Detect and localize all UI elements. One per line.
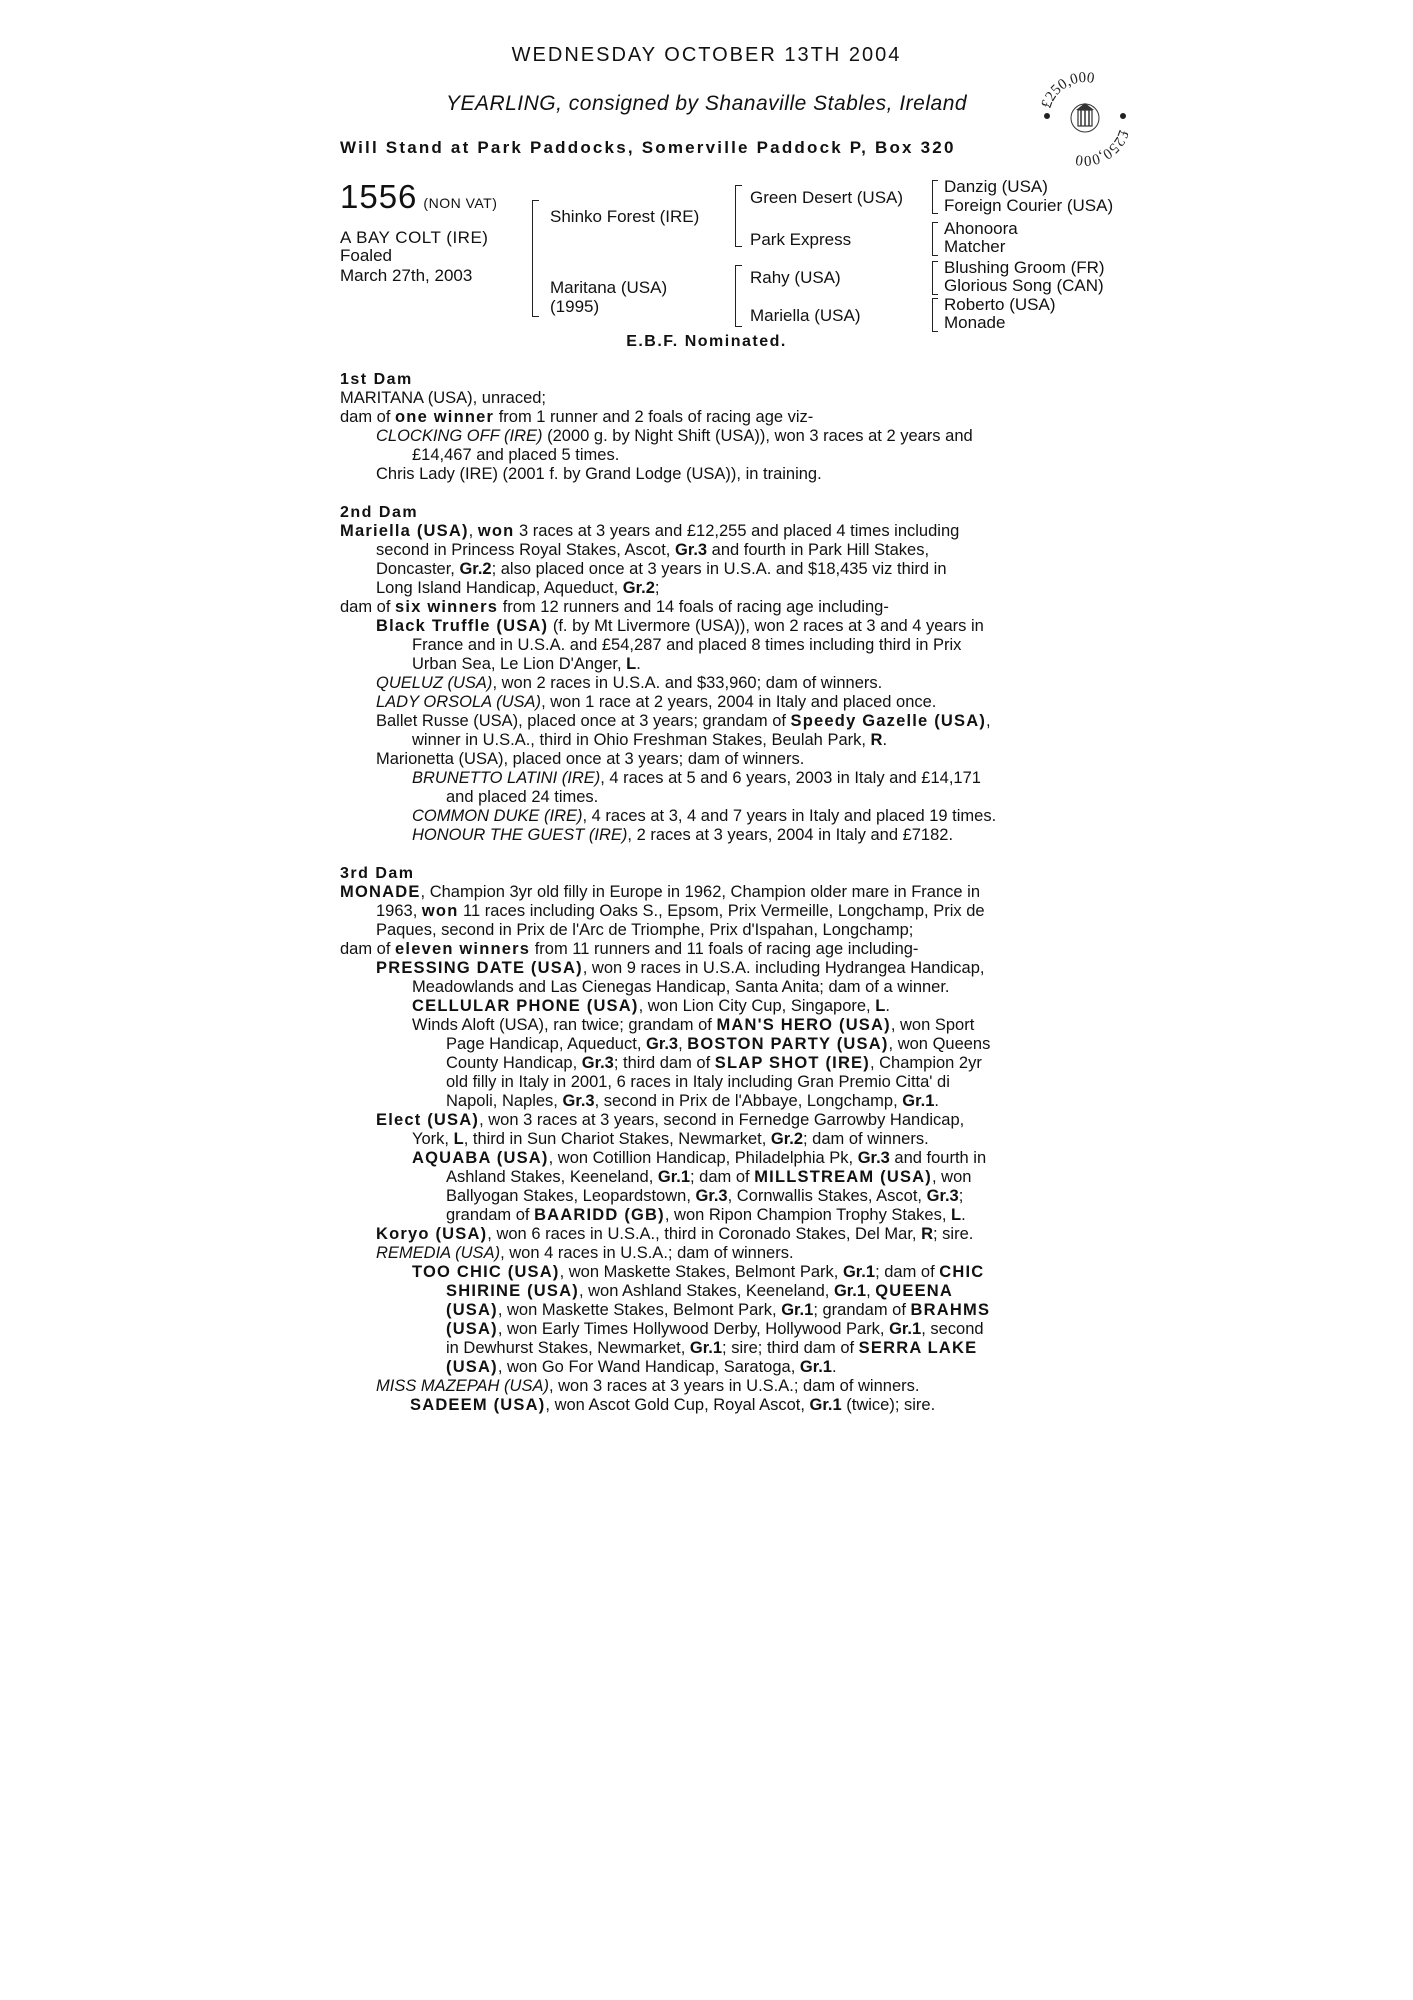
lot-number: 1556 (NON VAT) bbox=[340, 178, 498, 215]
text-line: MARITANA (USA), unraced; bbox=[340, 389, 547, 407]
text-line: (USA), won Maskette Stakes, Belmont Park, Gr.1; grandam of BRAHMS bbox=[446, 1301, 991, 1319]
text-line: Elect (USA), won 3 races at 3 years, second in Fernedge Garrowby Handicap, bbox=[376, 1111, 965, 1129]
text-line: MISS MAZEPAH (USA), won 3 races at 3 years in U.S.A.; dam of winners. bbox=[376, 1377, 920, 1395]
catalogue-body bbox=[340, 370, 1080, 1415]
text-line: winner in U.S.A., third in Ohio Freshman Stakes, Beulah Park, R. bbox=[412, 731, 888, 749]
text-line: 1963, won 11 races including Oaks S., Epsom, Prix Vermeille, Longchamp, Prix de bbox=[376, 902, 985, 920]
text-line: AQUABA (USA), won Cotillion Handicap, Philadelphia Pk, Gr.3 and fourth in bbox=[412, 1149, 987, 1167]
pedigree-dam-dam: Mariella (USA) bbox=[750, 306, 861, 325]
text-line: Chris Lady (IRE) (2001 f. by Grand Lodge (USA)), in training. bbox=[376, 465, 822, 483]
text-line: Doncaster, Gr.2; also placed once at 3 years in U.S.A. and $18,435 viz third in bbox=[376, 560, 947, 578]
pedigree-sire: Shinko Forest (IRE) bbox=[550, 207, 700, 226]
foaled-date: Foaled March 27th, 2003 bbox=[340, 246, 473, 285]
text-line: COMMON DUKE (IRE), 4 races at 3, 4 and 7 years in Italy and placed 19 times. bbox=[412, 807, 997, 825]
text-line: Long Island Handicap, Aqueduct, Gr.2; bbox=[376, 579, 660, 597]
text-line: dam of six winners from 12 runners and 14 foals of racing age including- bbox=[340, 598, 889, 616]
text-line: (USA), won Go For Wand Handicap, Saratoga, Gr.1. bbox=[446, 1358, 837, 1376]
pedigree-ggp: Monade bbox=[944, 313, 1006, 332]
text-line: £14,467 and placed 5 times. bbox=[412, 446, 620, 464]
text-line: Ballet Russe (USA), placed once at 3 years; grandam of Speedy Gazelle (USA), bbox=[376, 712, 991, 730]
text-line: Napoli, Naples, Gr.3, second in Prix de l'Abbaye, Longchamp, Gr.1. bbox=[446, 1092, 939, 1110]
pedigree-ggp: Glorious Song (CAN) bbox=[944, 276, 1104, 295]
consignment-line: YEARLING, consigned by Shanaville Stables, Ireland bbox=[445, 92, 968, 115]
svg-text:£250,000: £250,000 bbox=[1074, 127, 1132, 166]
pedigree-ggp: Foreign Courier (USA) bbox=[944, 196, 1114, 215]
text-line: Ashland Stakes, Keeneland, Gr.1; dam of MILLSTREAM (USA), won bbox=[446, 1168, 972, 1186]
pedigree-brace bbox=[532, 200, 539, 317]
pedigree-dam-year: (1995) bbox=[550, 297, 600, 316]
pedigree-brace bbox=[735, 185, 742, 247]
price-seal-logo bbox=[1035, 66, 1135, 166]
text-line: MONADE, Champion 3yr old filly in Europe in 1962, Champion older mare in France in bbox=[340, 883, 980, 901]
pedigree-brace bbox=[932, 261, 938, 295]
text-line: and placed 24 times. bbox=[446, 788, 599, 806]
pedigree-brace bbox=[932, 222, 938, 256]
pedigree-sire-dam: Park Express bbox=[750, 230, 852, 249]
text-line: Ballyogan Stakes, Leopardstown, Gr.3, Cornwallis Stakes, Ascot, Gr.3; bbox=[446, 1187, 964, 1205]
text-line: (USA), won Early Times Hollywood Derby, Hollywood Park, Gr.1, second bbox=[446, 1320, 984, 1338]
text-line: REMEDIA (USA), won 4 races in U.S.A.; dam of winners. bbox=[376, 1244, 794, 1262]
pedigree-ggp: Roberto (USA) bbox=[944, 295, 1056, 314]
pedigree-ggp: Danzig (USA) bbox=[944, 177, 1048, 196]
text-line: PRESSING DATE (USA), won 9 races in U.S.A. including Hydrangea Handicap, bbox=[376, 959, 985, 977]
text-line: dam of one winner from 1 runner and 2 foals of racing age viz- bbox=[340, 408, 814, 426]
text-line: Winds Aloft (USA), ran twice; grandam of MAN'S HERO (USA), won Sport bbox=[412, 1016, 975, 1034]
vat-status: (NON VAT) bbox=[423, 195, 498, 211]
text-line: Koryo (USA), won 6 races in U.S.A., third in Coronado Stakes, Del Mar, R; sire. bbox=[376, 1225, 974, 1243]
text-line: County Handicap, Gr.3; third dam of SLAP SHOT (IRE), Champion 2yr bbox=[446, 1054, 982, 1072]
text-line: Paques, second in Prix de l'Arc de Triomphe, Prix d'Ispahan, Longchamp; bbox=[376, 921, 914, 939]
text-line: BRUNETTO LATINI (IRE), 4 races at 5 and 6 years, 2003 in Italy and £14,171 bbox=[412, 769, 981, 787]
pedigree-dam-sire: Rahy (USA) bbox=[750, 268, 841, 287]
pedigree-sire-sire: Green Desert (USA) bbox=[750, 188, 904, 207]
pedigree-brace bbox=[932, 180, 938, 214]
pedigree-dam: Maritana (USA) bbox=[550, 278, 668, 297]
pedigree-brace bbox=[932, 298, 938, 332]
text-line: CELLULAR PHONE (USA), won Lion City Cup, Singapore, L. bbox=[412, 997, 890, 1015]
stand-location: Will Stand at Park Paddocks, Somerville Paddock P, Box 320 bbox=[340, 138, 956, 157]
text-line: SADEEM (USA), won Ascot Gold Cup, Royal Ascot, Gr.1 (twice); sire. bbox=[410, 1396, 936, 1414]
text-line: TOO CHIC (USA), won Maskette Stakes, Belmont Park, Gr.1; dam of CHIC bbox=[412, 1263, 985, 1281]
text-line: York, L, third in Sun Chariot Stakes, Newmarket, Gr.2; dam of winners. bbox=[412, 1130, 929, 1148]
text-line: old filly in Italy in 2001, 6 races in Italy including Gran Premio Citta' di bbox=[446, 1073, 950, 1091]
text-line: second in Princess Royal Stakes, Ascot, Gr.3 and fourth in Park Hill Stakes, bbox=[376, 541, 930, 559]
text-line: in Dewhurst Stakes, Newmarket, Gr.1; sire; third dam of SERRA LAKE bbox=[446, 1339, 978, 1357]
text-line: Meadowlands and Las Cienegas Handicap, Santa Anita; dam of a winner. bbox=[412, 978, 950, 996]
first-dam-heading: 1st Dam bbox=[340, 371, 413, 388]
sale-date: WEDNESDAY OCTOBER 13TH 2004 bbox=[511, 44, 902, 66]
lot-description: A BAY COLT (IRE) bbox=[340, 228, 489, 247]
second-dam-heading: 2nd Dam bbox=[340, 504, 419, 521]
text-line: dam of eleven winners from 11 runners and 11 foals of racing age including- bbox=[340, 940, 919, 958]
ebf-nomination: E.B.F. Nominated. bbox=[626, 333, 787, 350]
text-line: HONOUR THE GUEST (IRE), 2 races at 3 years, 2004 in Italy and £7182. bbox=[412, 826, 954, 844]
text-line: LADY ORSOLA (USA), won 1 race at 2 years, 2004 in Italy and placed once. bbox=[376, 693, 937, 711]
text-line: SHIRINE (USA), won Ashland Stakes, Keeneland, Gr.1, QUEENA bbox=[446, 1282, 954, 1300]
text-line: Marionetta (USA), placed once at 3 years; dam of winners. bbox=[376, 750, 805, 768]
pedigree-brace bbox=[735, 265, 742, 327]
text-line: CLOCKING OFF (IRE) (2000 g. by Night Shift (USA)), won 3 races at 2 years and bbox=[376, 427, 973, 445]
third-dam-heading: 3rd Dam bbox=[340, 865, 415, 882]
pedigree-ggp: Blushing Groom (FR) bbox=[944, 258, 1105, 277]
text-line: Black Truffle (USA) (f. by Mt Livermore (USA)), won 2 races at 3 and 4 years in bbox=[376, 617, 984, 635]
text-line: grandam of BAARIDD (GB), won Ripon Champion Trophy Stakes, L. bbox=[446, 1206, 966, 1224]
text-line: France and in U.S.A. and £54,287 and placed 8 times including third in Prix bbox=[412, 636, 962, 654]
svg-text:£250,000: £250,000 bbox=[1038, 69, 1096, 111]
text-line: Page Handicap, Aqueduct, Gr.3, BOSTON PARTY (USA), won Queens bbox=[446, 1035, 991, 1053]
text-line: Urban Sea, Le Lion D'Anger, L. bbox=[412, 655, 641, 673]
text-line: QUELUZ (USA), won 2 races in U.S.A. and $33,960; dam of winners. bbox=[376, 674, 883, 692]
pedigree-ggp: Matcher bbox=[944, 237, 1006, 256]
text-line: Mariella (USA), won 3 races at 3 years and £12,255 and placed 4 times including bbox=[340, 522, 960, 540]
pedigree-ggp: Ahonoora bbox=[944, 219, 1018, 238]
